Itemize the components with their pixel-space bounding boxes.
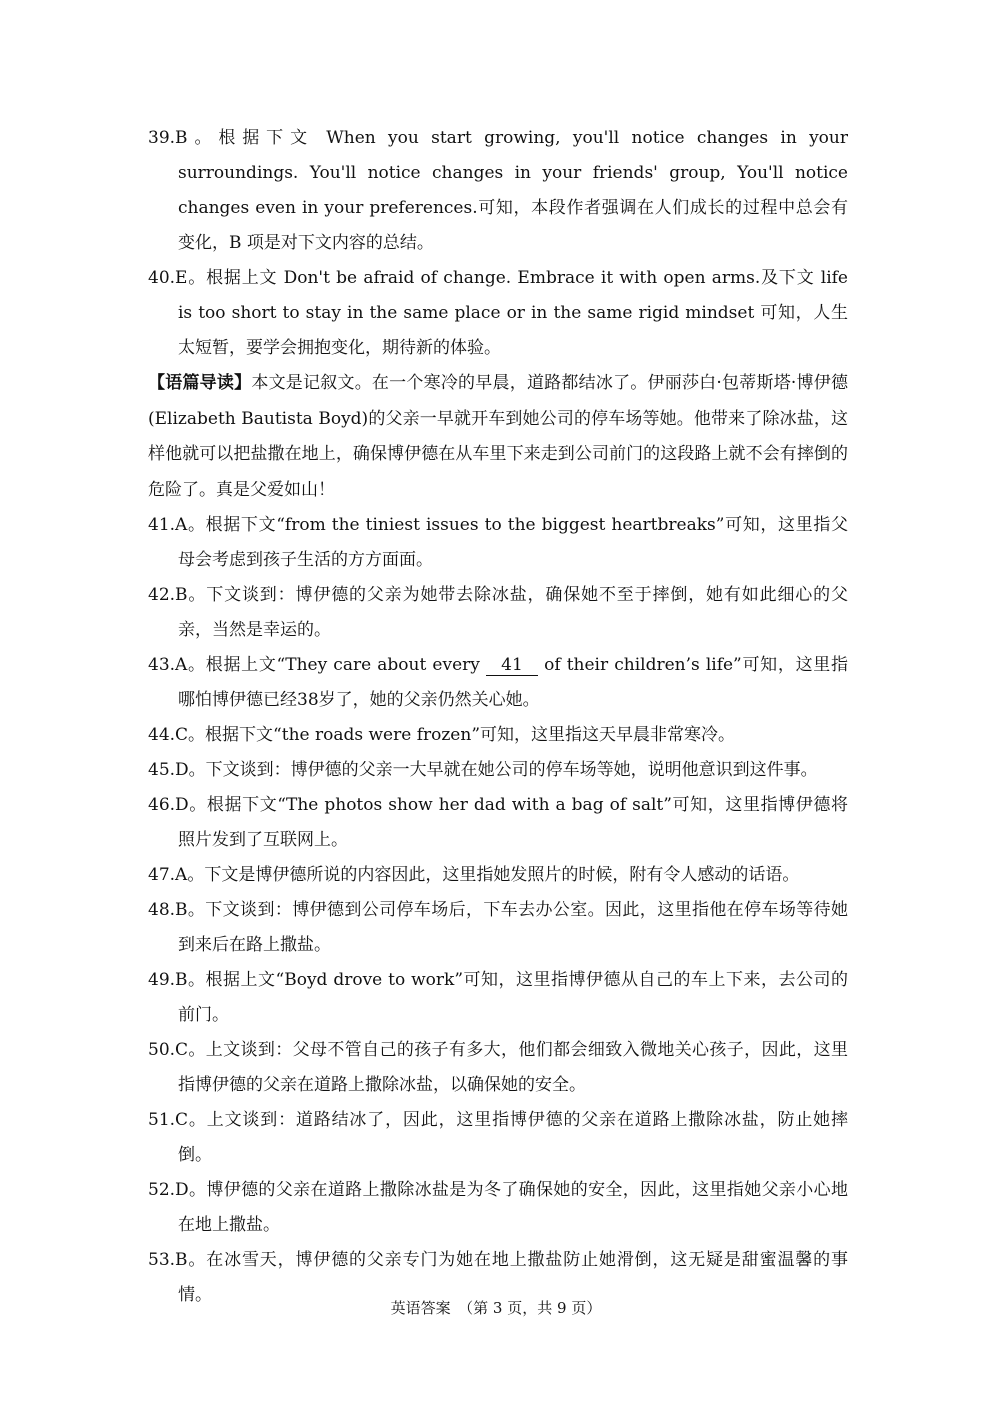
- passage-guide: [148, 366, 848, 508]
- item-number: 51.: [148, 1110, 176, 1130]
- item-text: D。下文谈到：博伊德的父亲一大早就在她公司的停车场等她，说明他意识到这件事。: [175, 760, 818, 780]
- item-number: 41.: [148, 515, 176, 535]
- answer-item-41: [148, 508, 848, 578]
- answer-item-47: [148, 858, 848, 893]
- item-text: B。根据上文“Boyd drove to work”可知，这里指博伊德从自己的车上下来，去公司的前门。: [175, 970, 848, 1025]
- blank-number: 41: [486, 655, 538, 676]
- item-number: 52.: [148, 1180, 176, 1200]
- item-number: 49.: [148, 970, 176, 990]
- guide-text: 本文是记叙文。在一个寒冷的早晨，道路都结冰了。伊丽莎白·包蒂斯塔·博伊德(Elizabeth Bautista Boyd)的父亲一早就开车到她公司的停车场等她。他带来了除冰盐，这样他就可以把盐撒在地上，确保博伊德在从车里下来走到公司前门的这段路上就不会有摔倒的危险了。真是父爱如山！: [148, 373, 849, 500]
- item-number: 53.: [148, 1250, 176, 1270]
- answer-item-49: [148, 963, 848, 1033]
- answer-item-50: [148, 1033, 848, 1103]
- item-text: C。根据下文“the roads were frozen”可知，这里指这天早晨非常寒冷。: [175, 725, 736, 745]
- answer-item-46: [148, 788, 848, 858]
- item-text: B。下文谈到：博伊德的父亲为她带去除冰盐，确保她不至于摔倒，她有如此细心的父亲，当然是幸运的。: [175, 585, 848, 640]
- page-footer: 英语答案 （第 3 页，共 9 页）: [390, 1299, 602, 1317]
- answer-item-45: [148, 753, 848, 788]
- item-text: B。根据下文 When you start growing, you'll notice changes in your surroundings. You'll notice changes in your friends' group, You'll notice changes even in your preferences.可知，本段作者强调在人们成长的过程中总会有变化，B 项是对下文内容的总结。: [175, 128, 848, 253]
- answer-item-43: [148, 648, 848, 718]
- item-text: E。根据上文 Don't be afraid of change. Embrace it with open arms.及下文 life is too short to stay in the same place or in the same rigid mindset 可知，人生太短暂，要学会拥抱变化，期待新的体验。: [175, 268, 848, 358]
- item-number: 45.: [148, 760, 176, 780]
- item-number: 46.: [148, 795, 176, 815]
- item-number: 42.: [148, 585, 176, 605]
- item-number: 50.: [148, 1040, 176, 1060]
- item-number: 48.: [148, 900, 176, 920]
- item-text-pre: A。根据上文“They care about every: [175, 655, 486, 675]
- guide-tag: 【语篇导读】: [148, 373, 252, 393]
- item-text: D。根据下文“The photos show her dad with a bag of salt”可知，这里指博伊德将照片发到了互联网上。: [175, 795, 848, 850]
- answer-item-51: [148, 1103, 848, 1173]
- answer-item-40: [148, 261, 848, 366]
- item-text: B。在冰雪天，博伊德的父亲专门为她在地上撒盐防止她滑倒，这无疑是甜蜜温馨的事情。: [175, 1250, 848, 1305]
- item-number: 44.: [148, 725, 176, 745]
- item-number: 39.: [148, 128, 176, 148]
- answer-item-39: [148, 121, 848, 261]
- answer-item-48: [148, 893, 848, 963]
- item-text: C。上文谈到：道路结冰了，因此，这里指博伊德的父亲在道路上撒除冰盐，防止她摔倒。: [175, 1110, 848, 1165]
- item-text-post: of their children’s life”可知，这里指哪怕博伊德已经38岁了，她的父亲仍然关心她。: [178, 655, 848, 710]
- answer-item-52: [148, 1173, 848, 1243]
- item-text: A。下文是博伊德所说的内容因此，这里指她发照片的时候，附有令人感动的话语。: [175, 865, 800, 885]
- item-number: 43.: [148, 655, 176, 675]
- answer-content: [148, 121, 848, 1313]
- item-text: C。上文谈到：父母不管自己的孩子有多大，他们都会细致入微地关心孩子，因此，这里指博伊德的父亲在道路上撒除冰盐，以确保她的安全。: [175, 1040, 848, 1095]
- item-text: D。博伊德的父亲在道路上撒除冰盐是为冬了确保她的安全，因此，这里指她父亲小心地在地上撒盐。: [175, 1180, 848, 1235]
- item-number: 40.: [148, 268, 176, 288]
- item-text: B。下文谈到：博伊德到公司停车场后，下车去办公室。因此，这里指他在停车场等待她到来后在路上撒盐。: [175, 900, 848, 955]
- answer-item-44: [148, 718, 848, 753]
- answer-item-42: [148, 578, 848, 648]
- item-text: A。根据下文“from the tiniest issues to the biggest heartbreaks”可知，这里指父母会考虑到孩子生活的方方面面。: [175, 515, 848, 570]
- item-number: 47.: [148, 865, 176, 885]
